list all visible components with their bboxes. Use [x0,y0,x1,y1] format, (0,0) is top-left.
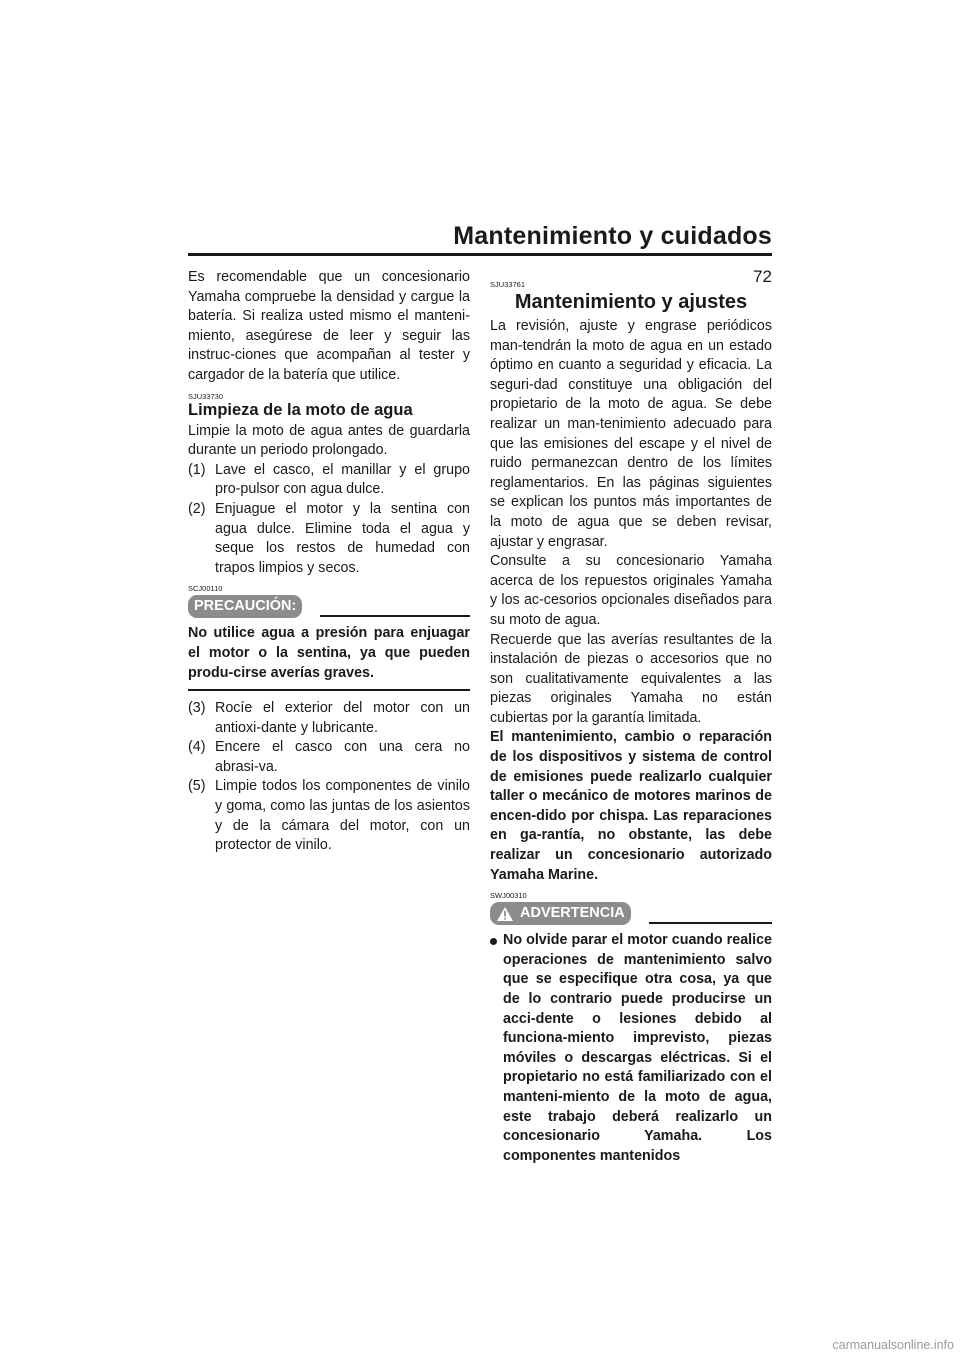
caution-notice [188,595,470,618]
list-item [188,699,470,738]
warning-code: SWJ00310 [490,891,527,901]
left-column [188,268,470,856]
section-title-cleaning: Limpieza de la moto de agua [188,400,413,419]
warning-rule [649,922,772,924]
list-item [188,738,470,777]
section-code: SJU33761 [490,280,526,289]
maintenance-paragraph: Recuerde que las averías resultantes de la instalación de piezas o accesorios que no son cualitativamente equivalentes a las piezas originales Yamaha no están cubiertas por la garantía limitada. [490,631,772,726]
warning-label: ADVERTENCIA [520,905,625,922]
warning-bullet [490,931,772,1166]
list-item [188,777,470,855]
warning-notice [490,902,772,925]
warning-badge [490,902,631,925]
emissions-paragraph: El mantenimiento, cambio o reparación de los dispositivos y sistema de control de emisiones puede realizarlo cualquier taller o mecánico de motores marinos de encen-dido por chispa. Las reparaciones en ga-rantía, no obstante, las debe realizar un concesionario autorizado Yamaha Marine. [490,729,772,883]
warning-text: No olvide parar el motor cuando realice operaciones de mantenimiento salvo que se especifique otra cosa, ya que de lo contrario puede producirse un acci-dente o lesiones debido al funciona-miento imprevisto, piezas móviles o descargas eléctricas. Si el propietario no está familiarizado con el manteni-miento de la moto de agua, este trabajo deberá realizarlo un concesionario Yamaha. Los componentes mantenidos [503,932,772,1164]
maintenance-paragraph: Consulte a su concesionario Yamaha acerca de los repuestos originales Yamaha y los ac-cesorios opcionales diseñados para su moto de agua. [490,553,772,628]
list-text: Enjuague el motor y la sentina con agua dulce. Elimine toda el agua y seque los restos de humedad con trapos limpios y secos. [215,500,470,576]
caution-text: No utilice agua a presión para enjuagar el motor o la sentina, ya que pueden produ-cirse averías graves. [188,625,470,681]
list-text: Rocíe el exterior del motor con un antioxi-dante y lubricante. [215,700,470,736]
list-number: (1) [188,461,206,478]
list-number: (5) [188,778,206,795]
page-header-title: Mantenimiento y cuidados [453,222,772,250]
maintenance-paragraph: La revisión, ajuste y engrase periódicos man-tendrán la moto de agua en un estado óptimo en cuanto a seguridad y eficacia. La seguri-dad constituye una obligación del propietario de la moto de agua. Se debe realizar un man-tenimiento adecuado para que las emisiones del escape y el nivel de ruido permanezcan dentro de los límites reglamentarios. En las páginas siguientes se explican los puntos más importantes de la moto de agua que se deben revisar, ajustar y engrasar. [490,318,772,550]
section-code: SJU33730 [188,391,224,401]
page-number: 72 [753,267,772,286]
caution-code: SCJ00110 [188,584,223,594]
bullet-icon [490,931,503,1166]
list-item [188,500,470,578]
list-item [188,461,470,500]
caution-end-rule [188,689,470,691]
list-text: Limpie todos los componentes de vinilo y goma, como las juntas de los asientos y de la cámara del motor, con un protector de vinilo. [215,778,470,854]
list-number: (2) [188,500,206,517]
warning-triangle-icon [496,906,514,922]
cleaning-intro: Limpie la moto de agua antes de guardarla durante un periodo prolongado. [188,422,470,459]
caution-badge: PRECAUCIÓN: [188,595,302,618]
list-number: (3) [188,700,206,717]
battery-paragraph: Es recomendable que un concesionario Yamaha compruebe la densidad y cargue la batería. Si realiza usted mismo el manteni-miento, asegúrese de leer y seguir las instruc-ciones que acompañan al tester y cargador de la batería que utilice. [188,269,470,383]
watermark: carmanualsonline.info [832,1338,954,1352]
section-title-maintenance: Mantenimiento y ajustes [514,291,748,313]
caution-rule [320,615,470,617]
header-rule [188,253,772,256]
list-text: Encere el casco con una cera no abrasi-va. [215,739,470,775]
list-text: Lave el casco, el manillar y el grupo pro-pulsor con agua dulce. [215,461,470,498]
right-column [490,268,772,1166]
list-number: (4) [188,739,206,756]
